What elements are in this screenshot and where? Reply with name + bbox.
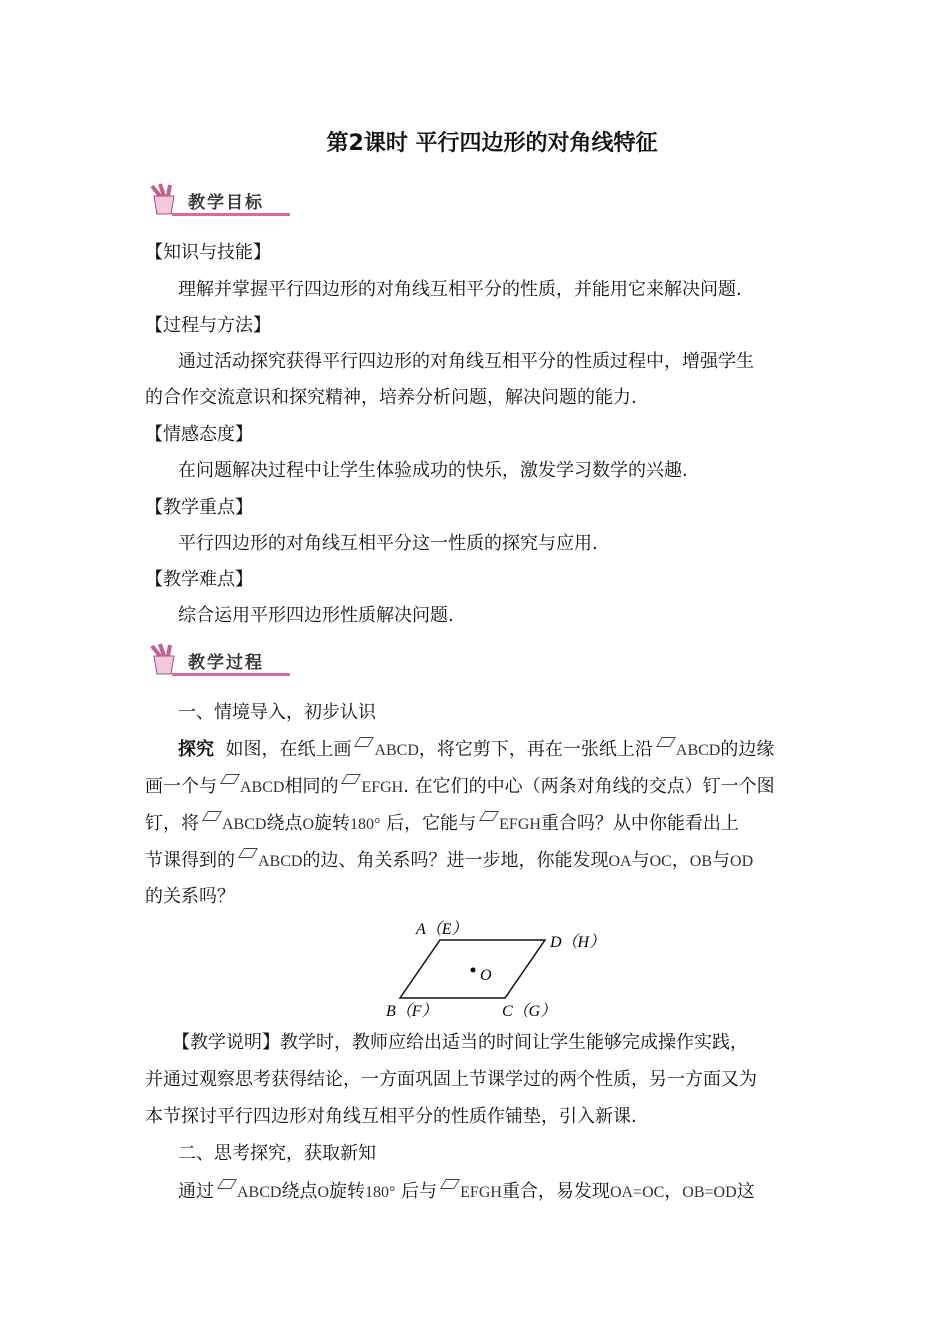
pencil-cup-icon xyxy=(146,642,182,676)
parallelogram-icon xyxy=(238,848,258,858)
paragraph: 探究 如图，在纸上画 ABCD，将它剪下，再在一张纸上沿 ABCD的边缘 xyxy=(178,739,775,760)
section-header-process xyxy=(142,640,290,680)
parallelogram-icon xyxy=(656,737,676,747)
parallelogram-figure xyxy=(380,910,610,1025)
label-a: A（E） xyxy=(416,921,468,938)
paragraph: 通过 ABCD绕点O旋转180° 后与 EFGH重合，易发现OA=OC，OB=OD这 xyxy=(178,1181,755,1202)
paragraph: 节课得到的 ABCD的边、角关系吗？进一步地，你能发现OA与OC，OB与OD xyxy=(145,850,754,871)
section-header-objectives xyxy=(142,180,290,220)
paragraph: 钉，将 ABCD绕点O旋转180° 后，它能与 EFGH重合吗？从中你能看出上 xyxy=(145,813,739,834)
parallelogram-icon xyxy=(220,774,240,784)
teaching-note: 本节探讨平行四边形对角线互相平分的性质作铺垫，引入新课. xyxy=(145,1106,637,1127)
paragraph: 通过活动探究获得平行四边形的对角线互相平分的性质过程中，增强学生 xyxy=(178,351,754,372)
section-title: 教学过程 xyxy=(188,653,264,673)
label-b: B（F） xyxy=(386,1003,438,1020)
paragraph: 理解并掌握平行四边形的对角线互相平分的性质，并能用它来解决问题. xyxy=(178,279,742,300)
teaching-note: 并通过观察思考获得结论，一方面巩固上节课学过的两个性质，另一方面又为 xyxy=(145,1069,757,1090)
section-title: 教学目标 xyxy=(188,193,264,213)
heading-process: 【过程与方法】 xyxy=(145,315,271,336)
parallelogram-icon xyxy=(202,811,222,821)
label-c: C（G） xyxy=(502,1003,557,1020)
parallelogram-icon xyxy=(217,1179,237,1189)
page-title: 第2课时 平行四边形的对角线特征 xyxy=(326,131,658,156)
paragraph: 画一个与 ABCD相同的 EFGH. 在它们的中心（两条对角线的交点）钉一个图 xyxy=(145,776,775,797)
heading-key-point: 【教学重点】 xyxy=(145,497,253,518)
paragraph: 在问题解决过程中让学生体验成功的快乐，激发学习数学的兴趣. xyxy=(178,460,688,481)
parallelogram-icon xyxy=(479,811,499,821)
center-point xyxy=(471,968,476,973)
paragraph: 的合作交流意识和探究精神，培养分析问题，解决问题的能力. xyxy=(145,387,637,408)
heading-attitude: 【情感态度】 xyxy=(145,424,253,445)
label-o: O xyxy=(480,967,492,984)
heading-knowledge: 【知识与技能】 xyxy=(145,242,271,263)
teaching-note: 【教学说明】教学时，教师应给出适当的时间让学生能够完成操作实践， xyxy=(172,1032,748,1053)
subheading: 二、思考探究，获取新知 xyxy=(178,1143,376,1164)
paragraph: 的关系吗？ xyxy=(145,886,235,907)
paragraph: 平行四边形的对角线互相平分这一性质的探究与应用. xyxy=(178,533,598,554)
explore-label: 探究 xyxy=(178,739,214,760)
pencil-cup-icon xyxy=(146,182,182,216)
heading-difficulty: 【教学难点】 xyxy=(145,569,253,590)
parallelogram-icon xyxy=(355,737,375,747)
label-d: D（H） xyxy=(550,934,606,951)
parallelogram-icon xyxy=(440,1179,460,1189)
paragraph: 综合运用平形四边形性质解决问题. xyxy=(178,605,454,626)
subheading: 一、情境导入，初步认识 xyxy=(178,702,376,723)
parallelogram-icon xyxy=(342,774,362,784)
